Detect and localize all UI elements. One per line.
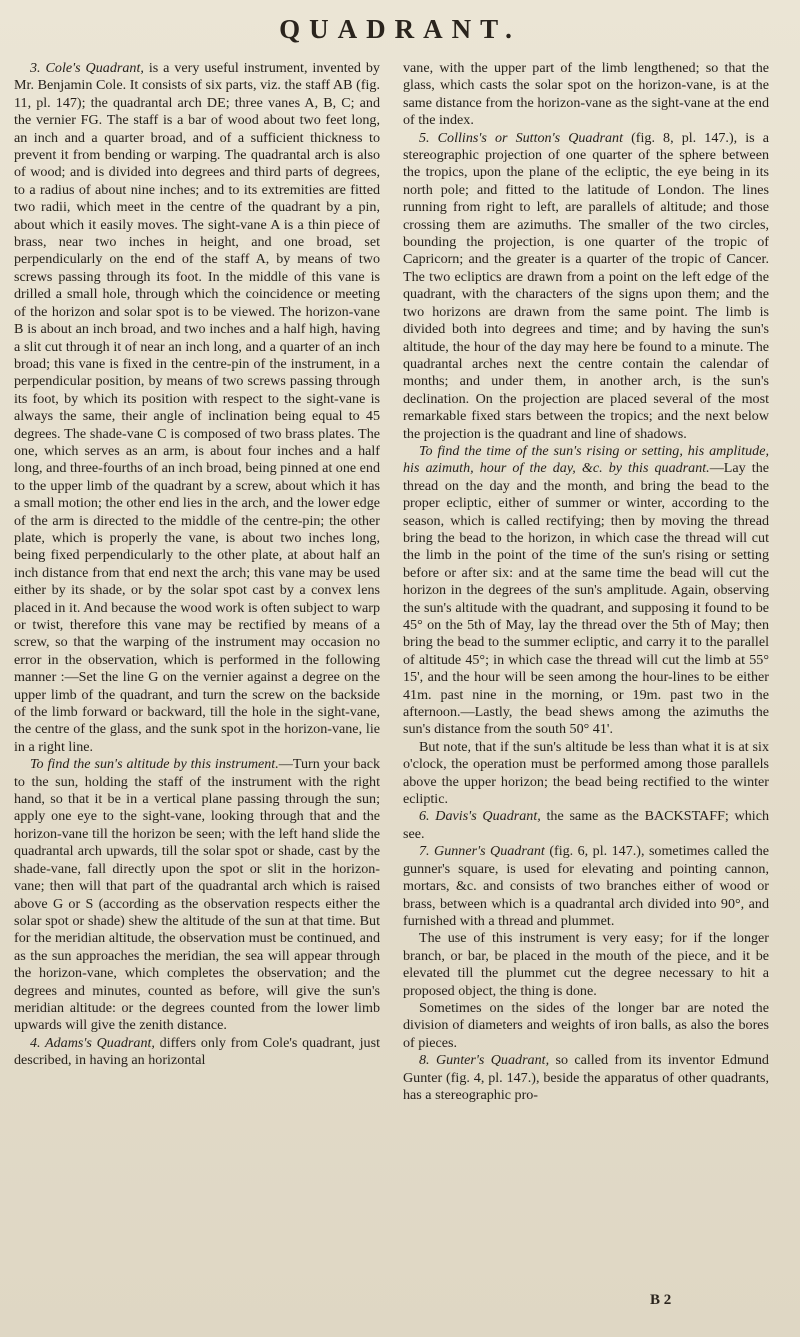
right-column [403, 60, 769, 1104]
paragraph [403, 808, 769, 843]
paragraph [14, 60, 380, 756]
paragraph-text: Sometimes on the sides of the longer bar are noted the division of diameters and weights of iron balls, as also the bores of pieces. [403, 999, 769, 1051]
paragraph [403, 739, 769, 809]
paragraph [14, 1035, 380, 1070]
paragraph-text: the same as the BACKSTAFF; which see. [403, 808, 769, 842]
paragraph-lead: 7. Gunner's Quadrant [419, 843, 545, 860]
paragraph-text: so called from its inventor Edmund Gunter (fig. 4, pl. 147.), beside the apparatus of other quadrants, has a stereographic pro- [403, 1052, 769, 1103]
paragraph [14, 756, 380, 1035]
paragraph [403, 60, 769, 130]
paragraph-text: —Lay the thread on the day and the month, and bring the bead to the proper ecliptic, either of summer or winter, according to the season, which is called rectifying; then by moving the thread bring the bead to the horizon, in which case the thread will cut the limb in the point of the time of the sun's rising or setting before or after six: and at the same time the bead will cut the horizon in the degrees of the sun's amplitude. Again, observing the sun's altitude with the quadrant, and supposing it found to be 45° on the 5th of May, lay the thread over the 5th of May; then bring the bead to the summer ecliptic, and carry it to the parallel of altitude 45°; in which case the thread will cut the limb at 55° 15', and the hour will be seen among the hour-lines to be either 41m. past nine in the morning, or 19m. past two in the afternoon.—Lastly, the bead shews among the azimuths the sun's distance from the south 50° 41'. [403, 460, 769, 738]
paragraph-text: But note, that if the sun's altitude be less than what it is at six o'clock, the operation must be performed among those parallels above the upper horizon; the bead being rectified to the winter ecliptic. [403, 738, 769, 808]
paragraph-lead: 5. Collins's or Sutton's Quadrant [419, 129, 624, 146]
paragraph-text: vane, with the upper part of the limb lengthened; so that the glass, which casts the solar spot on the horizon-vane, is at the same distance from the horizon-vane as the sight-vane at the end of the index. [403, 60, 769, 129]
paragraph-text: The use of this instrument is very easy; for if the longer branch, or bar, be placed in the mouth of the piece, and it be elevated till the plummet cut the degree necessary to hit a proposed object, the thing is done. [403, 930, 769, 999]
paragraph-lead: 6. Davis's Quadrant, [419, 808, 541, 825]
paragraph [403, 443, 769, 739]
paragraph [403, 843, 769, 930]
paragraph-lead: 3. Cole's Quadrant, [30, 60, 144, 76]
paragraph-lead: To find the time of the sun's rising or setting, his amplitude, his azimuth, hour of the day, &c. by this quadrant. [403, 442, 769, 477]
paragraph [403, 930, 769, 1000]
paragraph-lead: 4. Adams's Quadrant, [30, 1034, 155, 1051]
paragraph-text: —Turn your back to the sun, holding the staff of the instrument with the right hand, so that it be in a vertical plane passing through the sun; apply one eye to the sight-vane, looking through that and the horizon-vane till the horizon be seen; with the left hand slide the quadrantal arch upwards, till the solar spot or shade, cast by the shade-vane, fall directly upon the spot or slit in the horizon-vane; then will that part of the quadrantal arch which is raised above G or S (according as the observation respects either the solar spot or shade) shew the altitude of the sun at that time. But for the meridian altitude, the observation must be continued, and as the sun approaches the meridian, the sea will appear through the horizon-vane, which completes the observation; and the degrees and minutes, counted as before, will give the sun's meridian altitude: or the degrees counted from the lower limb upwards will give the zenith distance. [14, 756, 381, 1034]
signature-mark: B 2 [650, 1292, 672, 1308]
paragraph-text: differs only from Cole's quadrant, just described, in having an horizontal [14, 1034, 380, 1069]
paragraph-lead: 8. Gunter's Quadrant, [419, 1052, 550, 1069]
left-column [14, 60, 380, 1070]
paragraph [403, 1000, 769, 1052]
paragraph [403, 130, 769, 443]
paragraph-lead: To find the sun's altitude by this instrument. [30, 756, 279, 773]
paragraph-text: (fig. 8, pl. 147.), is a stereographic projection of one quarter of the sphere between the tropics, upon the plane of the ecliptic, the eye being in its north pole; and fitted to the latitude of London. The lines running from right to left, are parallels of altitude; and those crossing them are azimuths. The smaller of the two circles, bounding the projection, is one quarter of the tropic of Capricorn; and the greater is a quarter of the tropic of Cancer. The two ecliptics are drawn from a point on the left edge of the quadrant, with the characters of the signs upon them; and the two horizons are drawn from the same point. The limb is divided both into degrees and time; and by having the sun's altitude, the hour of the day may here be found to a minute. The quadrantal arches next the centre contain the calendar of months; and under them, in another arch, is the sun's declination. On the projection are placed several of the most remarkable fixed stars between the tropics; and the next below the projection is the quadrant and line of shadows. [403, 129, 769, 442]
paragraph-text: is a very useful instrument, invented by Mr. Benjamin Cole. It consists of six parts, viz. the staff AB (fig. 11, pl. 147); the quadrantal arch DE; three vanes A, B, C; and the vernier FG. The staff is a bar of wood about two feet long, an inch and a quarter broad, and of a sufficient thickness to prevent it from bending or warping. The quadrantal arch is also of wood; and is divided into degrees and third parts of degrees, to a radius of about nine inches; and to its extremities are fitted two radii, which meet in the centre of the quadrant by a pin, about which it easily moves. The sight-vane A is a thin piece of brass, near two inches in height, and one broad, set perpendicularly on the end of the staff A, by means of two screws passing through its foot. In the middle of this vane is drilled a small hole, through which the coincidence or meeting of the horizon and solar spot is to be viewed. The horizon-vane B is about an inch broad, and two inches and a half high, having a slit cut through it of near an inch long, and a quarter of an inch broad; this vane is fixed in the centre-pin of the instrument, in a perpendicular position, by means of two screws passing through its foot, by which its position with respect to the sight-vane is always the same, their angle of inclination being equal to 45 degrees. The shade-vane C is composed of two brass plates. The one, which serves as an arm, is about four inches and a half long, and three-fourths of an inch broad, being pinned at one end to the upper limb of the quadrant by a screw, about which it has a small motion; the other end lies in the arch, and the lower edge of the arm is directed to the middle of the centre-pin; the other plate, which is properly the vane, is about two inches long, being fixed perpendicularly to the other plate, at about half an inch distance from that end next the arch; this vane may be used either by its shade, or by the solar spot cast by a convex lens placed in it. And because the wood work is often subject to warp or twist, therefore this vane may be rectified by means of a screw, so that the warping of the instrument may occasion no error in the observation, which is performed in the following manner :—Set the line G on the vernier against a degree on the upper limb of the quadrant, and turn the screw on the backside of the limb forward or backward, till the hole in the sight-vane, the centre of the glass, and the sunk spot in the horizon-vane, lie in a right line. [14, 60, 380, 755]
running-head: QUADRANT. [279, 14, 521, 44]
paragraph [403, 1052, 769, 1104]
paragraph-text: (fig. 6, pl. 147.), sometimes called the gunner's square, is used for elevating and pointing cannon, mortars, &c. and consists of two branches either of wood or brass, between which is a quadrantal arch divided into 90°, and furnished with a thread and plummet. [403, 843, 769, 929]
